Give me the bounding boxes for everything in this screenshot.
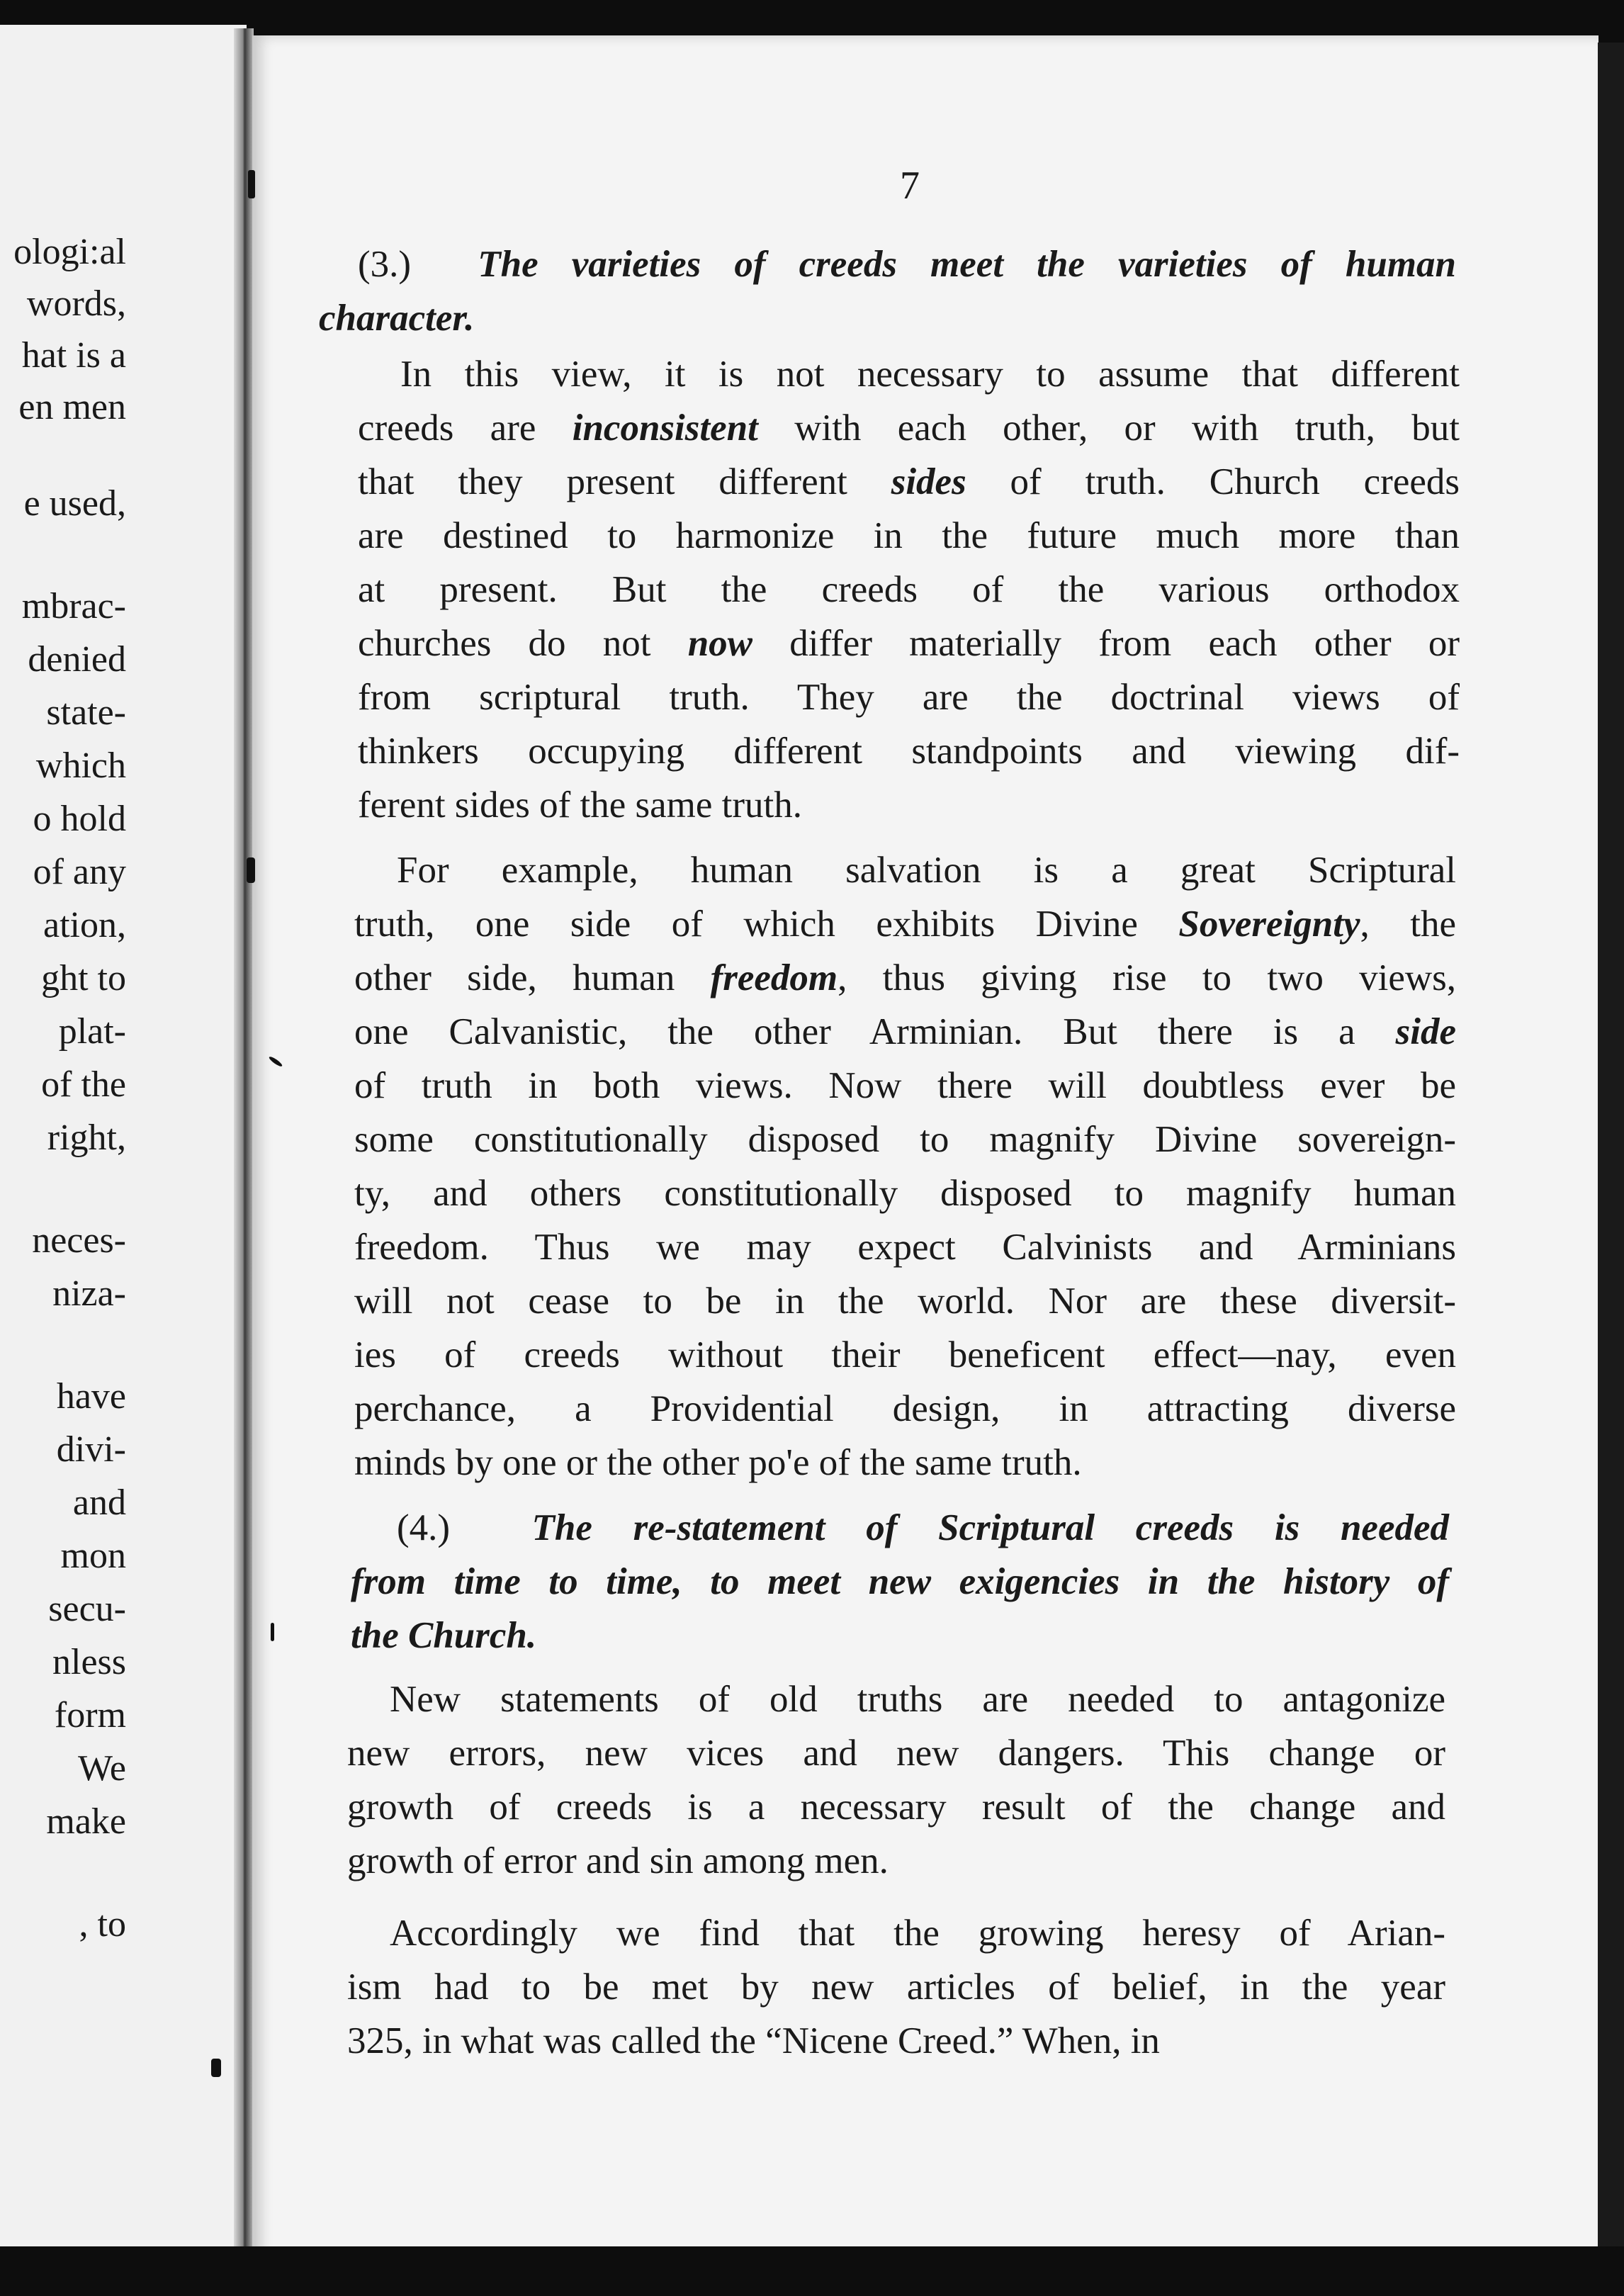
left-page-fragment: ation, [43, 905, 126, 945]
line-text: other side, human [354, 957, 711, 998]
left-page-fragment: We [78, 1748, 126, 1789]
left-page-fragment: state- [46, 692, 126, 733]
left-page-fragment: secu- [48, 1589, 126, 1629]
line-text: , thus giving rise to two views, [838, 957, 1456, 998]
line-text: growth of error and sin among men. [347, 1840, 889, 1881]
text-line [354, 897, 1456, 951]
left-page-fragment: ologi:al [13, 232, 126, 272]
line-text: Accordingly we find that the growing heresy of Arian- [390, 1913, 1445, 1954]
scan-speck [248, 170, 255, 198]
line-text: of truth. Church creeds [966, 461, 1460, 502]
line-text: will not cease to be in the world. Nor are these diversit- [354, 1281, 1456, 1322]
left-page-fragment: form [54, 1695, 126, 1735]
line-text: New statements of old truths are needed to antagonize [390, 1679, 1445, 1720]
left-page-fragment: which [35, 745, 126, 786]
text-line [358, 617, 1460, 670]
heading-3-line2: character. [319, 298, 475, 339]
line-text: growth of creeds is a necessary result of the change and [347, 1786, 1445, 1828]
left-page-fragment: o hold [33, 799, 126, 839]
line-text: ty, and others constitutionally disposed to magnify human [354, 1173, 1456, 1214]
line-text: one Calvanistic, the other Arminian. But there is a [354, 1011, 1396, 1052]
section-heading-3 [319, 237, 1456, 345]
heading-3-number: (3.) [358, 244, 412, 285]
left-page-fragment: and [72, 1482, 126, 1523]
left-page-fragment: right, [47, 1118, 126, 1158]
text-line [354, 1059, 1456, 1113]
emphasis-text: inconsistent [572, 407, 758, 449]
scan-border-bottom [0, 2246, 1624, 2296]
line-text: truth, one side of which exhibits Divine [354, 904, 1179, 945]
left-page-fragment: have [56, 1376, 126, 1417]
line-text: thinkers occupying different standpoints and viewing dif- [358, 731, 1460, 772]
left-page-fragment: e used, [23, 483, 126, 524]
left-page-fragment: divi- [56, 1429, 126, 1470]
emphasis-text: sides [891, 461, 966, 502]
line-text: are destined to harmonize in the future much more than [358, 515, 1460, 556]
text-line [354, 1220, 1456, 1274]
line-text: some constitutionally disposed to magnify Divine sovereign- [354, 1119, 1456, 1160]
heading-4-line1: The re-statement of Scriptural creeds is needed [531, 1507, 1449, 1548]
line-text: that they present different [358, 461, 891, 502]
text-line [347, 1906, 1445, 1960]
line-text: new errors, new vices and new dangers. This change or [347, 1733, 1445, 1774]
text-line [354, 1382, 1456, 1436]
text-line [347, 1834, 1445, 1888]
text-line [358, 724, 1460, 778]
text-line [354, 1328, 1456, 1382]
emphasis-text: side [1395, 1011, 1456, 1052]
text-line [354, 1113, 1456, 1166]
line-text: , the [1360, 904, 1456, 945]
left-page-fragment: mon [60, 1536, 126, 1576]
heading-4-line3: the Church. [351, 1615, 537, 1656]
scan-border-right [1598, 43, 1624, 2261]
scan-speck [211, 2059, 221, 2077]
heading-3-line1: The varieties of creeds meet the varieties of human [478, 244, 1456, 285]
left-page-fragment: of the [41, 1064, 126, 1105]
text-line [358, 778, 1460, 832]
line-text: from scriptural truth. They are the doctrinal views of [358, 677, 1460, 718]
left-page-fragment: denied [28, 639, 126, 680]
book-gutter [234, 28, 254, 2261]
line-text: ies of creeds without their beneficent effect—nay, even [354, 1334, 1456, 1375]
paragraph-1 [358, 347, 1460, 832]
section-heading-4 [351, 1501, 1449, 1662]
text-line [358, 563, 1460, 617]
left-page-fragment: neces- [32, 1220, 126, 1261]
line-text: of truth in both views. Now there will doubtless ever be [354, 1065, 1456, 1106]
text-line [358, 670, 1460, 724]
text-line [354, 1274, 1456, 1328]
text-line [354, 1436, 1456, 1490]
line-text: 325, in what was called the “Nicene Creed.” When, in [347, 2020, 1160, 2061]
emphasis-text: Sovereignty [1178, 904, 1360, 945]
text-line [358, 509, 1460, 563]
line-text: freedom. Thus we may expect Calvinists and Arminians [354, 1227, 1456, 1268]
line-text: perchance, a Providential design, in attracting diverse [354, 1388, 1456, 1429]
left-page-fragment: mbrac- [21, 586, 126, 626]
left-page-fragment: make [46, 1801, 126, 1842]
text-line [358, 455, 1460, 509]
left-page-fragment: words, [26, 283, 126, 324]
text-line [354, 1005, 1456, 1059]
paragraph-2 [354, 843, 1456, 1490]
text-line [347, 1960, 1445, 2014]
paragraph-3 [347, 1672, 1445, 1888]
line-text: minds by one or the other po'e of the same truth. [354, 1442, 1082, 1483]
left-page-fragment: plat- [58, 1011, 126, 1052]
page-number: 7 [900, 164, 920, 208]
text-line [347, 2014, 1445, 2068]
left-page-fragment: nless [52, 1642, 126, 1682]
line-text: ism had to be met by new articles of belief, in the year [347, 1966, 1445, 2008]
emphasis-text: now [687, 623, 753, 664]
heading-4-line2: from time to time, to meet new exigencies in the history of [351, 1561, 1449, 1602]
text-line [358, 401, 1460, 455]
left-page-fragment: en men [18, 387, 126, 427]
line-text: churches do not [358, 623, 688, 664]
left-page-fragment: hat is a [21, 335, 126, 376]
text-line [347, 1672, 1445, 1726]
left-page-fragment: ght to [41, 958, 126, 998]
text-line [354, 1166, 1456, 1220]
text-line [354, 843, 1456, 897]
heading-4-number: (4.) [397, 1507, 451, 1548]
text-line [347, 1780, 1445, 1834]
scan-speck [247, 857, 255, 883]
emphasis-text: freedom [710, 957, 838, 998]
left-page-fragment: niza- [52, 1273, 126, 1314]
line-text: For example, human salvation is a great Scriptural [397, 850, 1456, 891]
line-text: In this view, it is not necessary to assume that different [400, 354, 1460, 395]
line-text: creeds are [358, 407, 573, 449]
line-text: with each other, or with truth, but [757, 407, 1460, 449]
line-text: ferent sides of the same truth. [358, 784, 802, 826]
text-line [354, 951, 1456, 1005]
text-line [347, 1726, 1445, 1780]
scan-speck [271, 1623, 274, 1641]
left-page [0, 25, 247, 2264]
left-page-fragment: , to [79, 1904, 126, 1945]
paragraph-4 [347, 1906, 1445, 2068]
line-text: at present. But the creeds of the various orthodox [358, 569, 1460, 610]
text-line [358, 347, 1460, 401]
line-text: differ materially from each other or [752, 623, 1460, 664]
left-page-fragment: of any [33, 852, 126, 892]
